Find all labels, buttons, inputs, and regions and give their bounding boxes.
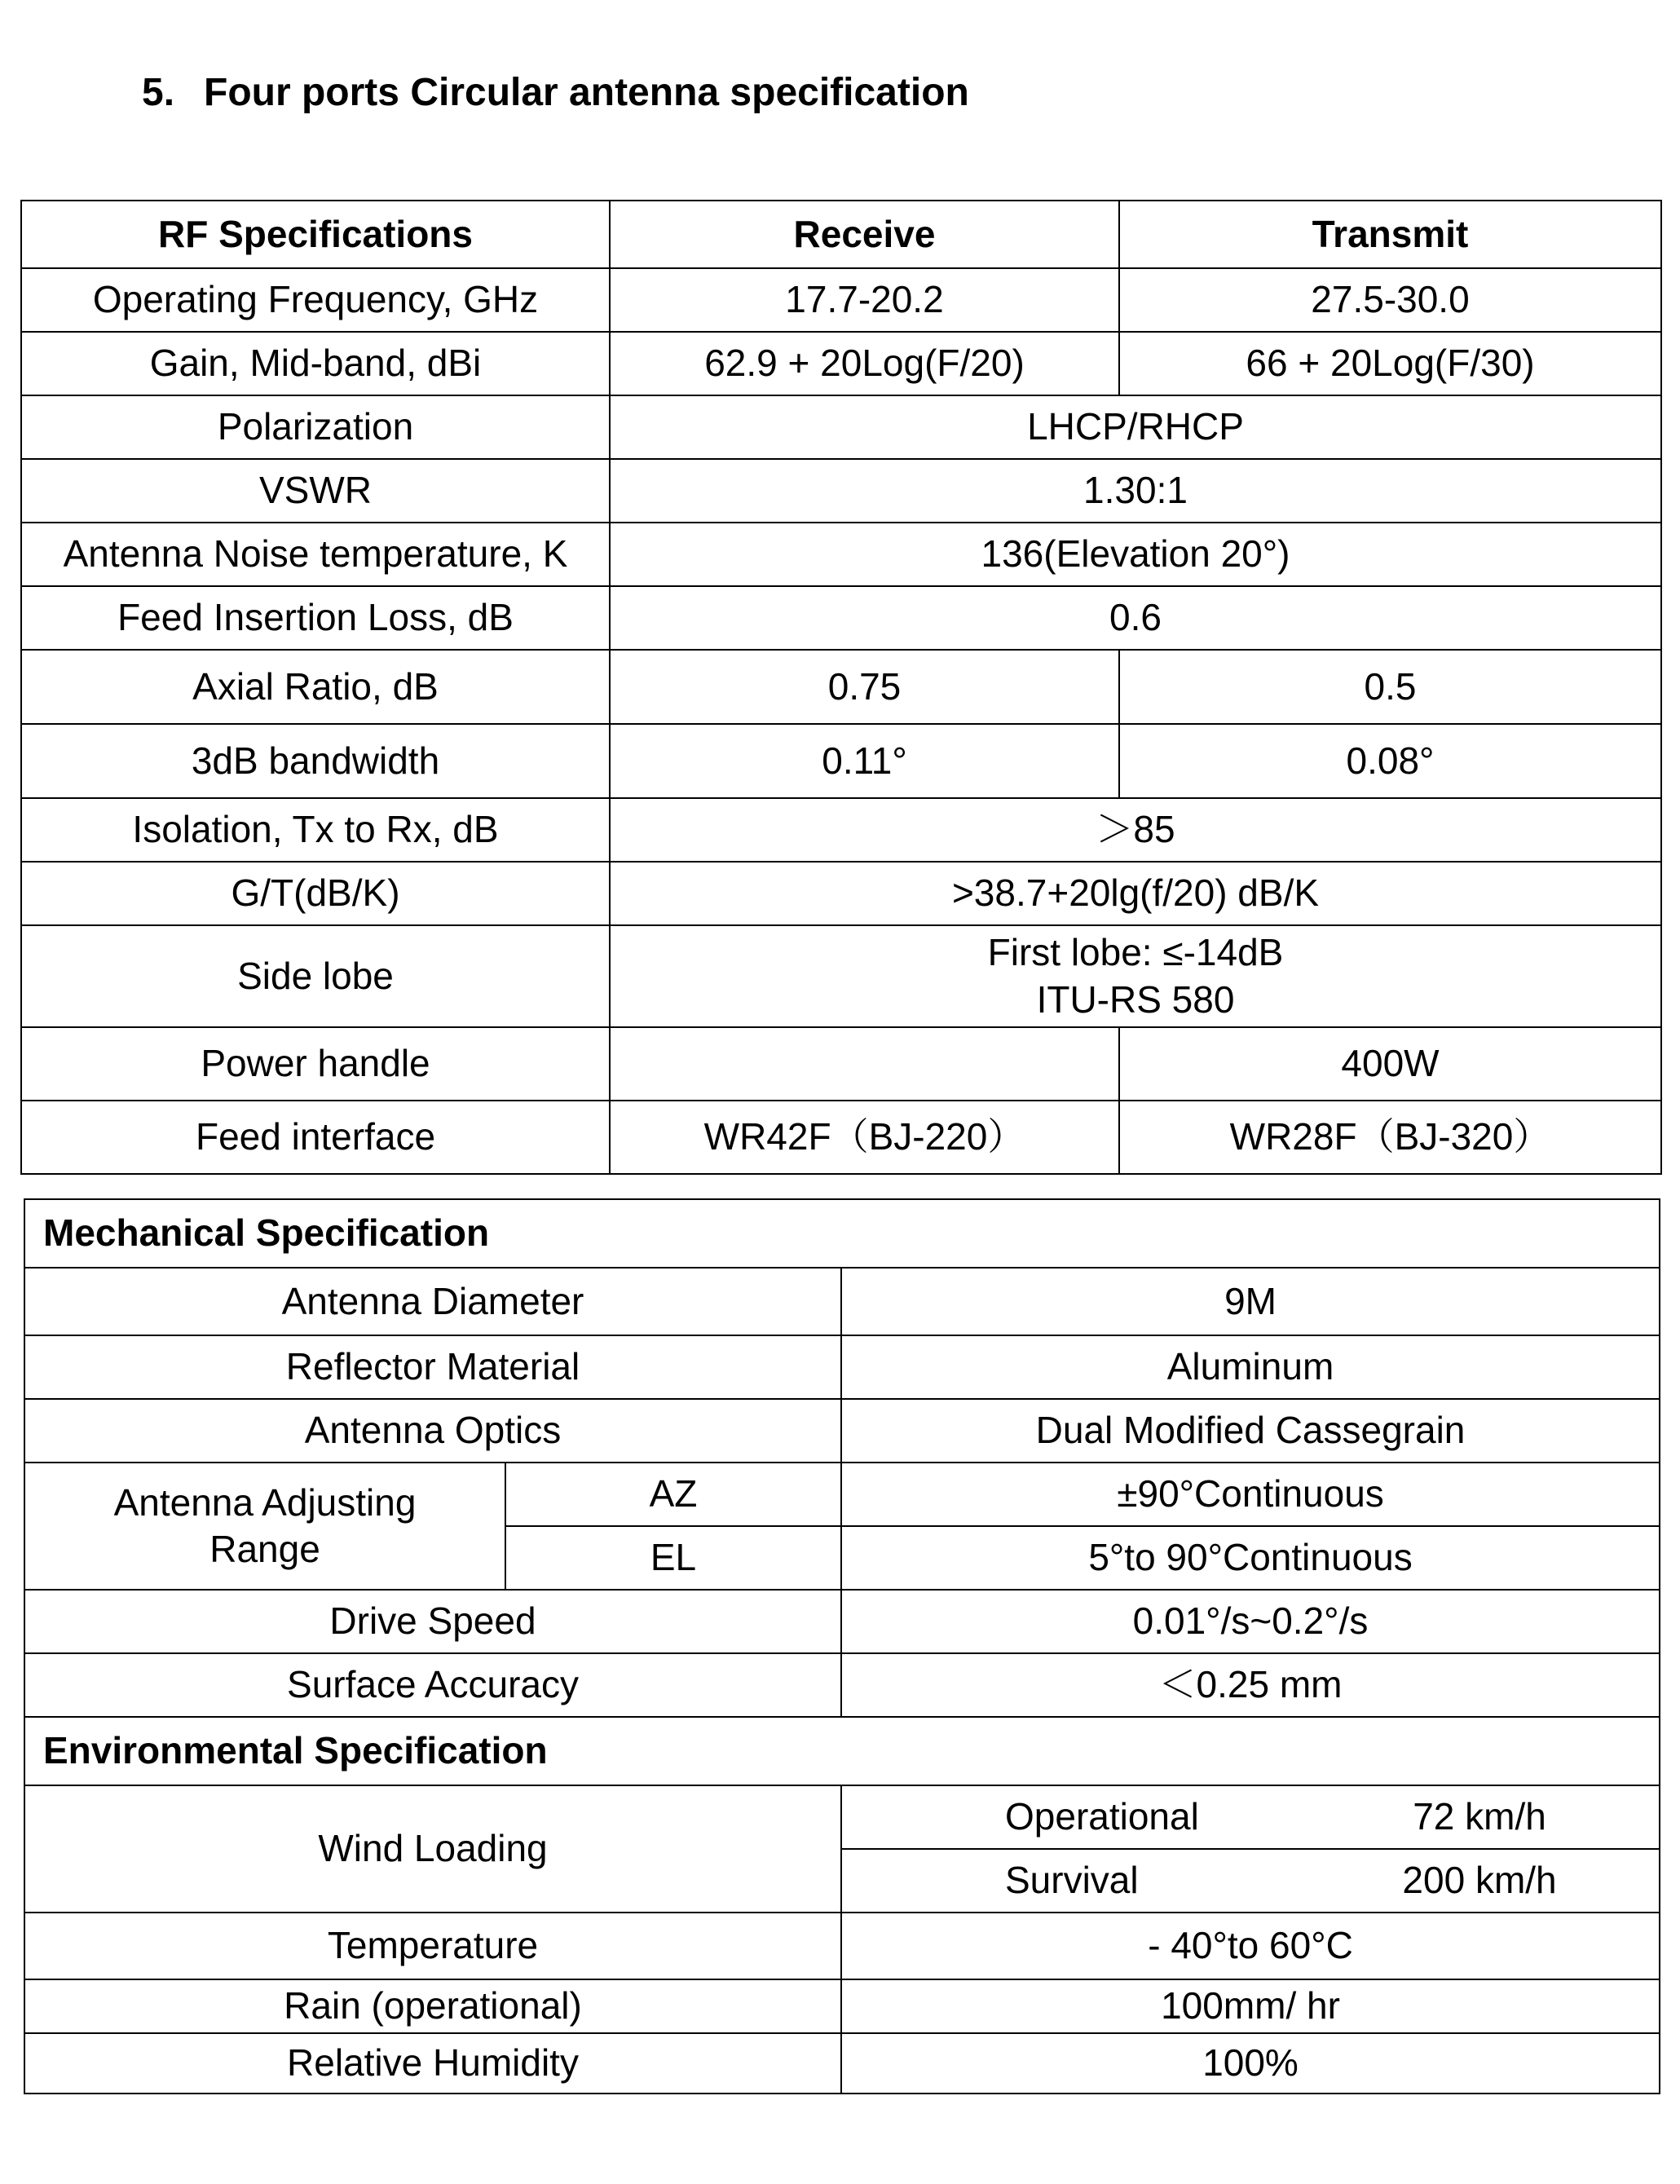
shared-value — [610, 925, 1661, 1027]
receive-value: 17.7-20.2 — [610, 268, 1119, 332]
row-value: Dual Modified Cassegrain — [841, 1399, 1660, 1463]
row-label: Relative Humidity — [24, 2033, 841, 2094]
row-label: Wind Loading — [24, 1785, 841, 1913]
mechanical-section-title: Mechanical Specification — [24, 1199, 1660, 1268]
side-lobe-line-2: ITU-RS 580 — [1036, 977, 1235, 1021]
row-value: Aluminum — [841, 1335, 1660, 1399]
shared-value: >38.7+20lg(f/20) dB/K — [610, 862, 1661, 925]
table-row — [24, 1590, 1660, 1653]
row-label: Operating Frequency, GHz — [21, 268, 610, 332]
table-row — [24, 1785, 1660, 1849]
shared-value: 1.30:1 — [610, 459, 1661, 523]
table-row — [24, 1335, 1660, 1399]
table-row — [24, 1463, 1660, 1526]
transmit-value: 27.5-30.0 — [1119, 268, 1661, 332]
header-receive: Receive — [610, 201, 1119, 268]
adjusting-label-line-1: Antenna Adjusting — [113, 1480, 417, 1524]
operational-label: Operational — [1005, 1795, 1199, 1838]
row-value: 100mm/ hr — [841, 1979, 1660, 2033]
transmit-value: 400W — [1119, 1027, 1661, 1101]
row-label: Rain (operational) — [24, 1979, 841, 2033]
receive-value: 0.11° — [610, 724, 1119, 798]
row-label: Antenna Optics — [24, 1399, 841, 1463]
el-label: EL — [505, 1526, 841, 1590]
table-row — [21, 268, 1661, 332]
transmit-value: WR28F（BJ-320） — [1119, 1101, 1661, 1174]
az-value: ±90°Continuous — [841, 1463, 1660, 1526]
shared-value: 0.6 — [610, 586, 1661, 650]
table-row — [21, 1101, 1661, 1174]
transmit-value: 0.08° — [1119, 724, 1661, 798]
row-value: 0.01°/s~0.2°/s — [841, 1590, 1660, 1653]
wind-operational — [841, 1785, 1660, 1849]
row-label: G/T(dB/K) — [21, 862, 610, 925]
row-label: Power handle — [21, 1027, 610, 1101]
row-label: Polarization — [21, 395, 610, 459]
section-header-row — [24, 1717, 1660, 1785]
section-header-row — [24, 1199, 1660, 1268]
transmit-value: 0.5 — [1119, 650, 1661, 724]
row-label: 3dB bandwidth — [21, 724, 610, 798]
rf-spec-table — [20, 200, 1662, 1175]
adjusting-label-line-2: Range — [209, 1528, 320, 1570]
table-header-row — [21, 201, 1661, 268]
receive-value: 0.75 — [610, 650, 1119, 724]
adjusting-range-label — [24, 1463, 505, 1590]
table-row — [24, 1979, 1660, 2033]
table-row — [24, 1913, 1660, 1979]
table-row — [21, 724, 1661, 798]
survival-label: Survival — [1005, 1859, 1139, 1902]
row-label: Feed Insertion Loss, dB — [21, 586, 610, 650]
table-row — [24, 2033, 1660, 2094]
row-label: Antenna Diameter — [24, 1268, 841, 1335]
table-row — [21, 798, 1661, 862]
row-label: Drive Speed — [24, 1590, 841, 1653]
section-number: 5. — [142, 71, 175, 114]
receive-value: WR42F（BJ-220） — [610, 1101, 1119, 1174]
shared-value: 136(Elevation 20°) — [610, 523, 1661, 586]
row-label: Side lobe — [21, 925, 610, 1027]
header-transmit: Transmit — [1119, 201, 1661, 268]
row-label: Surface Accuracy — [24, 1653, 841, 1717]
row-value: 100% — [841, 2033, 1660, 2094]
el-value: 5°to 90°Continuous — [841, 1526, 1660, 1590]
shared-value: LHCP/RHCP — [610, 395, 1661, 459]
row-value: ＜0.25 mm — [841, 1653, 1660, 1717]
receive-value: 62.9 + 20Log(F/20) — [610, 332, 1119, 395]
row-label: Isolation, Tx to Rx, dB — [21, 798, 610, 862]
section-title: Four ports Circular antenna specification — [204, 71, 969, 114]
table-row — [21, 1027, 1661, 1101]
table-row — [21, 395, 1661, 459]
section-heading — [142, 70, 969, 115]
table-row — [24, 1268, 1660, 1335]
az-label: AZ — [505, 1463, 841, 1526]
side-lobe-line-1: First lobe: ≤-14dB — [987, 931, 1284, 973]
table-row — [21, 862, 1661, 925]
table-row — [21, 523, 1661, 586]
row-label: Feed interface — [21, 1101, 610, 1174]
row-label: VSWR — [21, 459, 610, 523]
receive-value — [610, 1027, 1119, 1101]
table-row — [21, 925, 1661, 1027]
transmit-value: 66 + 20Log(F/30) — [1119, 332, 1661, 395]
table-row — [21, 650, 1661, 724]
row-label: Axial Ratio, dB — [21, 650, 610, 724]
environmental-section-title: Environmental Specification — [24, 1717, 1660, 1785]
table-row — [24, 1399, 1660, 1463]
mechanical-environmental-table — [24, 1198, 1660, 2094]
row-label: Gain, Mid-band, dBi — [21, 332, 610, 395]
wind-survival — [841, 1849, 1660, 1913]
table-row — [21, 332, 1661, 395]
shared-value: ＞85 — [610, 798, 1661, 862]
table-row — [24, 1653, 1660, 1717]
row-label: Temperature — [24, 1913, 841, 1979]
operational-value: 72 km/h — [1413, 1795, 1546, 1838]
header-rf-specifications: RF Specifications — [21, 201, 610, 268]
row-label: Antenna Noise temperature, K — [21, 523, 610, 586]
survival-value: 200 km/h — [1402, 1859, 1557, 1902]
row-value: - 40°to 60°C — [841, 1913, 1660, 1979]
table-row — [21, 586, 1661, 650]
row-value: 9M — [841, 1268, 1660, 1335]
row-label: Reflector Material — [24, 1335, 841, 1399]
table-row — [21, 459, 1661, 523]
